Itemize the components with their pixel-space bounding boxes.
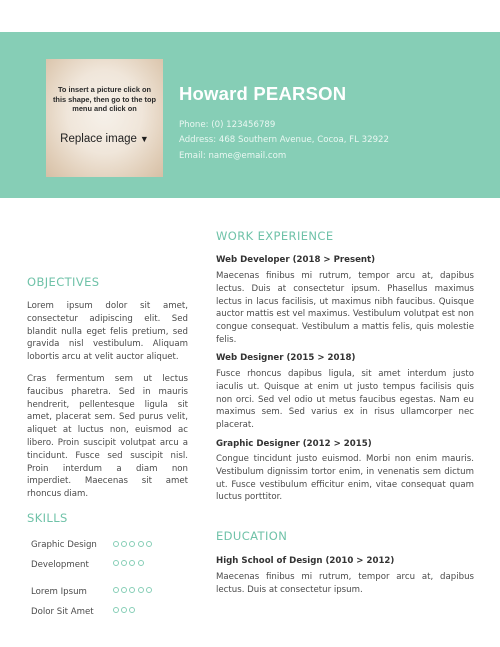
photo-placeholder[interactable] — [46, 59, 163, 177]
rating-dot-icon — [129, 587, 135, 593]
rating-dot-icon — [146, 587, 152, 593]
rating-dot-icon — [129, 560, 135, 566]
rating-dot-icon — [129, 541, 135, 547]
rating-dot-icon — [113, 587, 119, 593]
education-description: Maecenas finibus mi rutrum, tempor arcu at, dapibus lectus. Duis at consectetur ipsum. — [216, 572, 474, 595]
replace-image-button[interactable] — [46, 133, 163, 145]
skill-rating — [113, 587, 154, 596]
job-description: Fusce rhoncus dapibus ligula, sit amet interdum justo iaculis ut. Quisque at enim ut justo tempus facilisis quis non orci. Sed vel odio ut metus faucibus egestas. Nam eu maximus sem. Sed varius ex in risus ullamcorper nec placerat. — [216, 369, 474, 431]
rating-dot-icon — [138, 560, 144, 566]
rating-dot-icon — [113, 541, 119, 547]
skill-label: Development — [31, 560, 89, 570]
objectives-paragraph-1: Lorem ipsum dolor sit amet, consectetur adipiscing elit. Sed blandit nulla eget felis pretium, sed gravida nisl vestibulum. Aliquam lobortis arcu at velit auctor aliquet. — [27, 301, 188, 363]
work-experience-heading: WORK EXPERIENCE — [216, 229, 334, 243]
rating-dot-icon — [146, 541, 152, 547]
replace-image-label: Replace image — [60, 133, 137, 145]
skill-rating — [113, 607, 138, 616]
skill-label: Graphic Design — [31, 540, 97, 550]
job-title: Web Developer (2018 > Present) — [216, 255, 376, 265]
rating-dot-icon — [121, 541, 127, 547]
education-heading: EDUCATION — [216, 529, 288, 543]
job-description: Maecenas finibus mi rutrum, tempor arcu at, dapibus lectus. Duis at consectetur ipsum. Phasellus maximus lectus in lacus facilisis, ut maximus nibh faucibus. Quisque auctor mattis est vel maximus. Vestibulum volutpat est non congue consequat. Vestibulum a mattis felis, quis molestie felis. — [216, 271, 474, 345]
rating-dot-icon — [121, 607, 127, 613]
skills-heading: SKILLS — [27, 511, 68, 525]
contact-phone: Phone: (0) 123456789 — [179, 120, 276, 130]
rating-dot-icon — [113, 560, 119, 566]
candidate-name: Howard PEARSON — [179, 83, 347, 104]
skill-rating — [113, 560, 146, 569]
rating-dot-icon — [113, 607, 119, 613]
skill-rating — [113, 541, 154, 550]
objectives-paragraph-2: Cras fermentum sem ut lectus faucibus pharetra. Sed in mauris hendrerit, pellentesque ligula sit amet, placerat sem. Sed purus velit, aliquet at luctus non, euismod ac libero. Proin suscipit volutpat arcu a tincidunt. Fusce sed suscipit nisl. Proin interdum a diam non imperdiet. Maecenas sit amet rhoncus diam. — [27, 374, 188, 500]
triangle-down-icon: ▼ — [139, 134, 149, 144]
education-title: High School of Design (2010 > 2012) — [216, 556, 395, 566]
rating-dot-icon — [129, 607, 135, 613]
job-title: Graphic Designer (2012 > 2015) — [216, 439, 372, 449]
skill-label: Dolor Sit Amet — [31, 607, 94, 617]
job-title: Web Designer (2015 > 2018) — [216, 353, 356, 363]
photo-hint-text: To insert a picture click on this shape, then go to the top menu and click on — [52, 85, 157, 114]
objectives-heading: OBJECTIVES — [27, 275, 100, 289]
rating-dot-icon — [121, 587, 127, 593]
job-description: Congue tincidunt justo euismod. Morbi non enim mauris. Vestibulum dignissim tortor enim, in venenatis sem dictum ut. Fusce vestibulum efficitur enim, vitae consequat quam luctus porttitor. — [216, 454, 474, 503]
skill-label: Lorem Ipsum — [31, 587, 87, 597]
contact-email: Email: name@email.com — [179, 151, 287, 161]
rating-dot-icon — [138, 541, 144, 547]
rating-dot-icon — [121, 560, 127, 566]
rating-dot-icon — [138, 587, 144, 593]
contact-address: Address: 468 Southern Avenue, Cocoa, FL 32922 — [179, 135, 389, 145]
